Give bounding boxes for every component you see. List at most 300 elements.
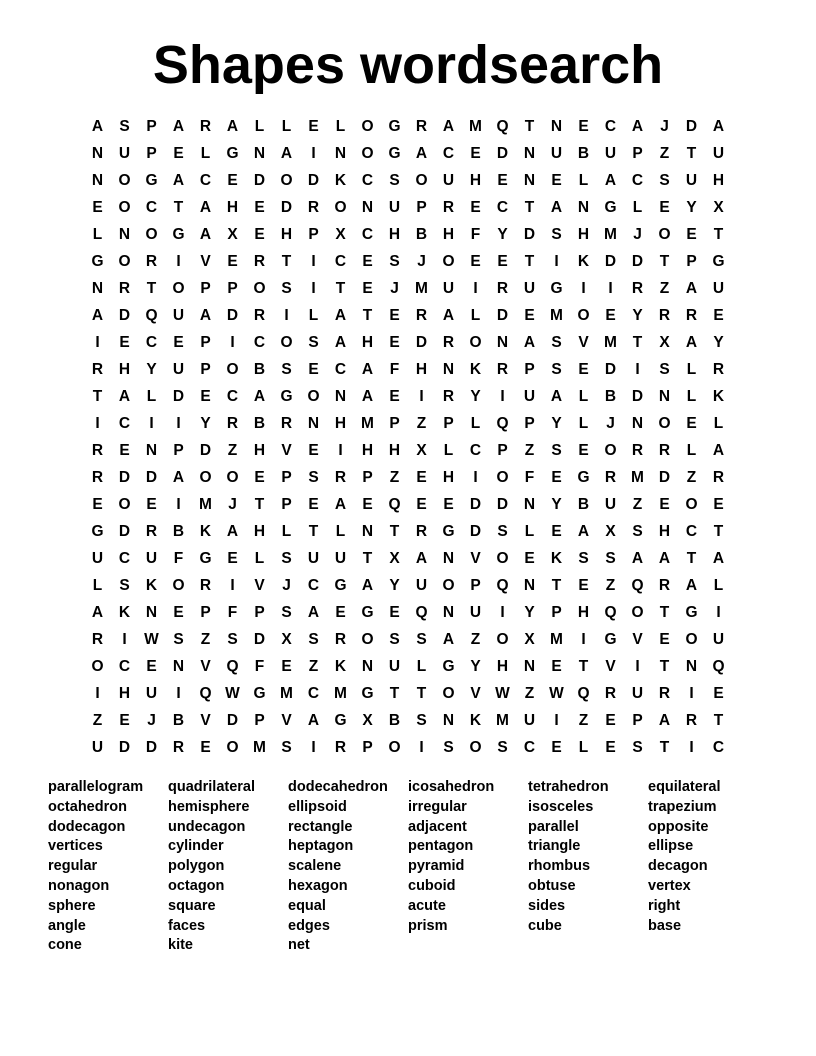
grid-letter[interactable]: Z bbox=[632, 496, 643, 513]
grid-letter[interactable]: L bbox=[335, 118, 346, 135]
grid-letter[interactable]: E bbox=[713, 307, 724, 324]
grid-letter[interactable]: D bbox=[172, 388, 185, 405]
grid-letter[interactable]: C bbox=[118, 658, 131, 675]
grid-letter[interactable]: R bbox=[280, 415, 293, 432]
grid-letter[interactable]: N bbox=[523, 172, 536, 189]
grid-letter[interactable]: E bbox=[254, 226, 265, 243]
grid-letter[interactable]: Q bbox=[199, 685, 212, 702]
grid-letter[interactable]: P bbox=[686, 253, 697, 270]
grid-letter[interactable]: Y bbox=[632, 307, 643, 324]
grid-letter[interactable]: L bbox=[416, 658, 427, 675]
grid-letter[interactable]: D bbox=[226, 712, 239, 729]
grid-letter[interactable]: Q bbox=[604, 604, 617, 621]
grid-letter[interactable]: A bbox=[280, 145, 293, 162]
grid-letter[interactable]: O bbox=[280, 172, 293, 189]
grid-letter[interactable]: C bbox=[712, 739, 725, 756]
grid-letter[interactable]: V bbox=[281, 442, 292, 459]
grid-letter[interactable]: D bbox=[253, 631, 266, 648]
grid-letter[interactable]: L bbox=[470, 415, 481, 432]
grid-letter[interactable]: R bbox=[415, 307, 428, 324]
grid-letter[interactable]: F bbox=[470, 226, 481, 243]
grid-letter[interactable]: V bbox=[200, 253, 211, 270]
grid-letter[interactable]: Z bbox=[92, 712, 103, 729]
grid-letter[interactable]: R bbox=[658, 442, 671, 459]
grid-letter[interactable]: L bbox=[713, 577, 724, 594]
grid-letter[interactable]: H bbox=[442, 469, 455, 486]
grid-letter[interactable]: N bbox=[307, 415, 320, 432]
grid-letter[interactable]: T bbox=[362, 550, 373, 567]
grid-letter[interactable]: C bbox=[334, 253, 347, 270]
grid-letter[interactable]: G bbox=[712, 253, 725, 270]
grid-letter[interactable]: H bbox=[712, 172, 725, 189]
grid-letter[interactable]: H bbox=[118, 685, 131, 702]
grid-letter[interactable]: N bbox=[442, 712, 455, 729]
grid-letter[interactable]: R bbox=[172, 739, 185, 756]
grid-letter[interactable]: A bbox=[199, 226, 212, 243]
grid-letter[interactable]: Z bbox=[659, 145, 670, 162]
grid-letter[interactable]: E bbox=[200, 739, 211, 756]
grid-letter[interactable]: A bbox=[631, 550, 644, 567]
grid-letter[interactable]: U bbox=[604, 496, 617, 513]
grid-letter[interactable]: P bbox=[254, 712, 265, 729]
grid-letter[interactable]: T bbox=[254, 496, 265, 513]
grid-letter[interactable]: O bbox=[118, 496, 131, 513]
grid-letter[interactable]: A bbox=[91, 307, 104, 324]
grid-letter[interactable]: E bbox=[173, 334, 184, 351]
grid-letter[interactable]: V bbox=[200, 658, 211, 675]
grid-letter[interactable]: J bbox=[228, 496, 237, 513]
grid-letter[interactable]: O bbox=[469, 334, 482, 351]
grid-letter[interactable]: I bbox=[554, 253, 559, 270]
grid-letter[interactable]: Q bbox=[145, 307, 158, 324]
grid-letter[interactable]: O bbox=[307, 388, 320, 405]
grid-letter[interactable]: P bbox=[281, 496, 292, 513]
grid-letter[interactable]: Z bbox=[524, 442, 535, 459]
grid-letter[interactable]: E bbox=[146, 496, 157, 513]
grid-letter[interactable]: H bbox=[658, 523, 671, 540]
grid-letter[interactable]: V bbox=[470, 550, 481, 567]
grid-letter[interactable]: D bbox=[226, 307, 239, 324]
grid-letter[interactable]: P bbox=[362, 739, 373, 756]
grid-letter[interactable]: I bbox=[635, 658, 640, 675]
grid-letter[interactable]: H bbox=[577, 604, 590, 621]
grid-letter[interactable]: A bbox=[604, 172, 617, 189]
grid-letter[interactable]: S bbox=[497, 739, 508, 756]
grid-letter[interactable]: N bbox=[658, 388, 671, 405]
grid-letter[interactable]: S bbox=[443, 739, 454, 756]
grid-letter[interactable]: R bbox=[145, 253, 158, 270]
grid-letter[interactable]: H bbox=[442, 226, 455, 243]
grid-letter[interactable]: I bbox=[176, 685, 181, 702]
grid-letter[interactable]: R bbox=[253, 307, 266, 324]
grid-letter[interactable]: D bbox=[118, 739, 131, 756]
grid-letter[interactable]: C bbox=[631, 172, 644, 189]
grid-letter[interactable]: Z bbox=[416, 415, 427, 432]
grid-letter[interactable]: R bbox=[631, 280, 644, 297]
grid-letter[interactable]: G bbox=[334, 577, 347, 594]
grid-letter[interactable]: R bbox=[226, 415, 239, 432]
grid-letter[interactable]: C bbox=[442, 145, 455, 162]
grid-letter[interactable]: U bbox=[415, 577, 428, 594]
grid-letter[interactable]: D bbox=[469, 496, 482, 513]
grid-letter[interactable]: Z bbox=[227, 442, 238, 459]
grid-letter[interactable]: R bbox=[658, 577, 671, 594]
grid-letter[interactable]: F bbox=[389, 361, 400, 378]
grid-letter[interactable]: D bbox=[118, 469, 131, 486]
grid-letter[interactable]: L bbox=[443, 442, 454, 459]
grid-letter[interactable]: A bbox=[361, 388, 374, 405]
grid-letter[interactable]: M bbox=[496, 712, 509, 729]
grid-letter[interactable]: S bbox=[389, 631, 400, 648]
grid-letter[interactable]: D bbox=[604, 361, 617, 378]
grid-letter[interactable]: E bbox=[605, 712, 616, 729]
grid-letter[interactable]: A bbox=[550, 199, 563, 216]
grid-letter[interactable]: J bbox=[147, 712, 156, 729]
grid-letter[interactable]: N bbox=[145, 442, 158, 459]
grid-letter[interactable]: U bbox=[550, 145, 563, 162]
grid-letter[interactable]: A bbox=[118, 388, 131, 405]
grid-letter[interactable]: R bbox=[442, 334, 455, 351]
grid-letter[interactable]: T bbox=[713, 523, 724, 540]
grid-letter[interactable]: E bbox=[92, 496, 103, 513]
grid-letter[interactable]: E bbox=[389, 307, 400, 324]
grid-letter[interactable]: U bbox=[523, 280, 536, 297]
grid-letter[interactable]: K bbox=[145, 577, 158, 594]
grid-letter[interactable]: I bbox=[473, 280, 478, 297]
grid-letter[interactable]: A bbox=[415, 550, 428, 567]
grid-letter[interactable]: O bbox=[226, 469, 239, 486]
grid-letter[interactable]: U bbox=[172, 361, 185, 378]
grid-letter[interactable]: L bbox=[686, 361, 697, 378]
grid-letter[interactable]: O bbox=[199, 469, 212, 486]
grid-letter[interactable]: H bbox=[415, 361, 428, 378]
grid-letter[interactable]: E bbox=[227, 550, 238, 567]
grid-letter[interactable]: I bbox=[311, 280, 316, 297]
grid-letter[interactable]: I bbox=[635, 361, 640, 378]
grid-letter[interactable]: B bbox=[577, 496, 590, 513]
grid-letter[interactable]: D bbox=[145, 739, 158, 756]
grid-letter[interactable]: R bbox=[145, 523, 158, 540]
grid-letter[interactable]: A bbox=[199, 199, 212, 216]
grid-letter[interactable]: O bbox=[577, 307, 590, 324]
grid-letter[interactable]: E bbox=[308, 361, 319, 378]
grid-letter[interactable]: H bbox=[388, 226, 401, 243]
grid-letter[interactable]: D bbox=[496, 307, 509, 324]
grid-letter[interactable]: Q bbox=[388, 496, 401, 513]
grid-letter[interactable]: V bbox=[578, 334, 589, 351]
grid-letter[interactable]: S bbox=[308, 631, 319, 648]
grid-letter[interactable]: O bbox=[226, 361, 239, 378]
grid-letter[interactable]: S bbox=[119, 118, 130, 135]
grid-letter[interactable]: B bbox=[253, 361, 266, 378]
grid-letter[interactable]: Z bbox=[200, 631, 211, 648]
grid-letter[interactable]: J bbox=[660, 118, 669, 135]
grid-letter[interactable]: E bbox=[173, 604, 184, 621]
grid-letter[interactable]: I bbox=[608, 280, 613, 297]
grid-letter[interactable]: W bbox=[144, 631, 159, 648]
grid-letter[interactable]: E bbox=[200, 388, 211, 405]
grid-letter[interactable]: S bbox=[632, 523, 643, 540]
grid-letter[interactable]: D bbox=[280, 199, 293, 216]
grid-letter[interactable]: I bbox=[230, 577, 235, 594]
grid-letter[interactable]: Z bbox=[686, 469, 697, 486]
grid-letter[interactable]: R bbox=[496, 280, 509, 297]
grid-letter[interactable]: E bbox=[659, 496, 670, 513]
grid-letter[interactable]: U bbox=[523, 712, 536, 729]
grid-letter[interactable]: I bbox=[419, 739, 424, 756]
grid-letter[interactable]: P bbox=[308, 226, 319, 243]
grid-letter[interactable]: O bbox=[442, 253, 455, 270]
grid-letter[interactable]: G bbox=[280, 388, 293, 405]
grid-letter[interactable]: O bbox=[172, 280, 185, 297]
grid-letter[interactable]: U bbox=[388, 199, 401, 216]
grid-letter[interactable]: S bbox=[389, 253, 400, 270]
grid-letter[interactable]: T bbox=[362, 307, 373, 324]
grid-letter[interactable]: L bbox=[578, 388, 589, 405]
grid-letter[interactable]: O bbox=[658, 226, 671, 243]
grid-letter[interactable]: E bbox=[362, 253, 373, 270]
grid-letter[interactable]: R bbox=[199, 577, 212, 594]
grid-letter[interactable]: S bbox=[281, 361, 292, 378]
grid-letter[interactable]: D bbox=[631, 388, 644, 405]
grid-letter[interactable]: E bbox=[524, 307, 535, 324]
grid-letter[interactable]: G bbox=[91, 523, 104, 540]
grid-letter[interactable]: H bbox=[496, 658, 509, 675]
grid-letter[interactable]: Y bbox=[146, 361, 157, 378]
grid-letter[interactable]: R bbox=[415, 523, 428, 540]
grid-letter[interactable]: J bbox=[606, 415, 615, 432]
grid-letter[interactable]: P bbox=[443, 415, 454, 432]
grid-letter[interactable]: D bbox=[253, 172, 266, 189]
grid-letter[interactable]: Y bbox=[551, 496, 562, 513]
grid-letter[interactable]: S bbox=[308, 334, 319, 351]
grid-letter[interactable]: V bbox=[605, 658, 616, 675]
grid-letter[interactable]: C bbox=[361, 172, 374, 189]
grid-letter[interactable]: E bbox=[335, 604, 346, 621]
grid-letter[interactable]: Z bbox=[605, 577, 616, 594]
grid-letter[interactable]: X bbox=[227, 226, 238, 243]
grid-letter[interactable]: E bbox=[551, 469, 562, 486]
grid-letter[interactable]: U bbox=[712, 280, 725, 297]
grid-letter[interactable]: A bbox=[334, 496, 347, 513]
grid-letter[interactable]: H bbox=[361, 442, 374, 459]
grid-letter[interactable]: A bbox=[172, 118, 185, 135]
grid-letter[interactable]: S bbox=[281, 280, 292, 297]
grid-letter[interactable]: E bbox=[524, 550, 535, 567]
grid-letter[interactable]: A bbox=[712, 118, 725, 135]
grid-letter[interactable]: J bbox=[282, 577, 291, 594]
grid-letter[interactable]: Z bbox=[308, 658, 319, 675]
grid-letter[interactable]: P bbox=[362, 469, 373, 486]
grid-letter[interactable]: H bbox=[253, 442, 266, 459]
grid-letter[interactable]: R bbox=[91, 631, 104, 648]
grid-letter[interactable]: U bbox=[442, 172, 455, 189]
grid-letter[interactable]: S bbox=[389, 172, 400, 189]
grid-letter[interactable]: I bbox=[311, 739, 316, 756]
grid-letter[interactable]: O bbox=[388, 739, 401, 756]
grid-letter[interactable]: S bbox=[308, 469, 319, 486]
grid-letter[interactable]: Q bbox=[415, 604, 428, 621]
grid-letter[interactable]: R bbox=[496, 361, 509, 378]
grid-letter[interactable]: L bbox=[686, 388, 697, 405]
grid-letter[interactable]: T bbox=[686, 145, 697, 162]
grid-letter[interactable]: W bbox=[549, 685, 564, 702]
grid-letter[interactable]: E bbox=[713, 685, 724, 702]
grid-letter[interactable]: N bbox=[523, 145, 536, 162]
grid-letter[interactable]: E bbox=[416, 469, 427, 486]
grid-letter[interactable]: K bbox=[334, 658, 347, 675]
grid-letter[interactable]: P bbox=[551, 604, 562, 621]
grid-letter[interactable]: E bbox=[578, 577, 589, 594]
grid-letter[interactable]: M bbox=[280, 685, 293, 702]
grid-letter[interactable]: E bbox=[470, 199, 481, 216]
grid-letter[interactable]: T bbox=[173, 199, 184, 216]
grid-letter[interactable]: R bbox=[415, 118, 428, 135]
grid-letter[interactable]: T bbox=[659, 604, 670, 621]
grid-letter[interactable]: H bbox=[361, 334, 374, 351]
grid-letter[interactable]: N bbox=[685, 658, 698, 675]
grid-letter[interactable]: V bbox=[254, 577, 265, 594]
grid-letter[interactable]: J bbox=[417, 253, 426, 270]
grid-letter[interactable]: T bbox=[713, 712, 724, 729]
grid-letter[interactable]: E bbox=[551, 739, 562, 756]
grid-letter[interactable]: N bbox=[145, 604, 158, 621]
grid-letter[interactable]: L bbox=[281, 523, 292, 540]
grid-letter[interactable]: R bbox=[442, 388, 455, 405]
grid-letter[interactable]: N bbox=[118, 226, 131, 243]
grid-letter[interactable]: A bbox=[442, 307, 455, 324]
grid-letter[interactable]: R bbox=[658, 685, 671, 702]
grid-letter[interactable]: O bbox=[496, 469, 509, 486]
grid-letter[interactable]: I bbox=[149, 415, 154, 432]
grid-letter[interactable]: F bbox=[227, 604, 238, 621]
grid-letter[interactable]: Q bbox=[496, 118, 509, 135]
grid-letter[interactable]: E bbox=[659, 631, 670, 648]
grid-letter[interactable]: A bbox=[685, 334, 698, 351]
grid-letter[interactable]: C bbox=[496, 199, 509, 216]
grid-letter[interactable]: H bbox=[334, 415, 347, 432]
grid-letter[interactable]: G bbox=[442, 523, 455, 540]
grid-letter[interactable]: E bbox=[686, 226, 697, 243]
grid-letter[interactable]: X bbox=[362, 712, 373, 729]
grid-letter[interactable]: O bbox=[658, 415, 671, 432]
grid-letter[interactable]: S bbox=[659, 361, 670, 378]
grid-letter[interactable]: P bbox=[227, 280, 238, 297]
grid-letter[interactable]: M bbox=[604, 334, 617, 351]
grid-letter[interactable]: B bbox=[172, 712, 185, 729]
grid-letter[interactable]: E bbox=[605, 307, 616, 324]
grid-letter[interactable]: Q bbox=[631, 577, 644, 594]
grid-letter[interactable]: C bbox=[334, 361, 347, 378]
grid-letter[interactable]: Q bbox=[496, 415, 509, 432]
grid-letter[interactable]: D bbox=[415, 334, 428, 351]
grid-letter[interactable]: A bbox=[334, 334, 347, 351]
grid-letter[interactable]: S bbox=[551, 442, 562, 459]
grid-letter[interactable]: I bbox=[554, 712, 559, 729]
grid-letter[interactable]: E bbox=[362, 280, 373, 297]
grid-letter[interactable]: U bbox=[118, 145, 131, 162]
grid-letter[interactable]: E bbox=[389, 604, 400, 621]
grid-letter[interactable]: K bbox=[118, 604, 131, 621]
grid-letter[interactable]: N bbox=[523, 658, 536, 675]
grid-letter[interactable]: E bbox=[308, 442, 319, 459]
grid-letter[interactable]: A bbox=[712, 550, 725, 567]
grid-letter[interactable]: X bbox=[659, 334, 670, 351]
grid-letter[interactable]: E bbox=[686, 415, 697, 432]
grid-letter[interactable]: A bbox=[253, 388, 266, 405]
grid-letter[interactable]: Z bbox=[659, 280, 670, 297]
grid-letter[interactable]: O bbox=[469, 739, 482, 756]
grid-letter[interactable]: X bbox=[605, 523, 616, 540]
grid-letter[interactable]: M bbox=[550, 631, 563, 648]
grid-letter[interactable]: S bbox=[281, 739, 292, 756]
grid-letter[interactable]: A bbox=[658, 712, 671, 729]
grid-letter[interactable]: I bbox=[230, 334, 235, 351]
grid-letter[interactable]: S bbox=[659, 172, 670, 189]
grid-letter[interactable]: E bbox=[119, 334, 130, 351]
grid-letter[interactable]: D bbox=[685, 118, 698, 135]
grid-letter[interactable]: D bbox=[496, 496, 509, 513]
grid-letter[interactable]: G bbox=[442, 658, 455, 675]
grid-letter[interactable]: U bbox=[442, 280, 455, 297]
grid-letter[interactable]: B bbox=[604, 388, 617, 405]
grid-letter[interactable]: C bbox=[604, 118, 617, 135]
grid-letter[interactable]: U bbox=[307, 550, 320, 567]
grid-letter[interactable]: K bbox=[712, 388, 725, 405]
grid-letter[interactable]: U bbox=[145, 550, 158, 567]
grid-letter[interactable]: U bbox=[388, 658, 401, 675]
grid-letter[interactable]: D bbox=[199, 442, 212, 459]
grid-letter[interactable]: P bbox=[524, 415, 535, 432]
grid-letter[interactable]: I bbox=[689, 739, 694, 756]
grid-letter[interactable]: X bbox=[713, 199, 724, 216]
grid-letter[interactable]: U bbox=[334, 550, 347, 567]
grid-letter[interactable]: I bbox=[716, 604, 721, 621]
grid-letter[interactable]: M bbox=[361, 415, 374, 432]
grid-letter[interactable]: C bbox=[361, 226, 374, 243]
grid-letter[interactable]: L bbox=[92, 577, 103, 594]
grid-letter[interactable]: I bbox=[284, 307, 289, 324]
grid-letter[interactable]: E bbox=[578, 361, 589, 378]
grid-letter[interactable]: A bbox=[685, 280, 698, 297]
grid-letter[interactable]: I bbox=[473, 469, 478, 486]
grid-letter[interactable]: G bbox=[604, 631, 617, 648]
grid-letter[interactable]: Z bbox=[578, 712, 589, 729]
grid-letter[interactable]: X bbox=[389, 550, 400, 567]
grid-letter[interactable]: C bbox=[307, 685, 320, 702]
grid-letter[interactable]: I bbox=[311, 145, 316, 162]
grid-letter[interactable]: D bbox=[658, 469, 671, 486]
grid-letter[interactable]: G bbox=[388, 118, 401, 135]
grid-letter[interactable]: V bbox=[200, 712, 211, 729]
grid-letter[interactable]: U bbox=[469, 604, 482, 621]
grid-letter[interactable]: W bbox=[225, 685, 240, 702]
grid-letter[interactable]: D bbox=[118, 307, 131, 324]
grid-letter[interactable]: S bbox=[551, 334, 562, 351]
grid-letter[interactable]: B bbox=[415, 226, 428, 243]
grid-letter[interactable]: J bbox=[390, 280, 399, 297]
grid-letter[interactable]: O bbox=[361, 145, 374, 162]
grid-letter[interactable]: N bbox=[334, 388, 347, 405]
grid-letter[interactable]: O bbox=[226, 739, 239, 756]
grid-letter[interactable]: C bbox=[685, 523, 698, 540]
grid-letter[interactable]: T bbox=[416, 685, 427, 702]
grid-letter[interactable]: G bbox=[145, 172, 158, 189]
grid-letter[interactable]: N bbox=[442, 550, 455, 567]
grid-letter[interactable]: O bbox=[118, 253, 131, 270]
grid-letter[interactable]: E bbox=[497, 253, 508, 270]
grid-letter[interactable]: G bbox=[172, 226, 185, 243]
